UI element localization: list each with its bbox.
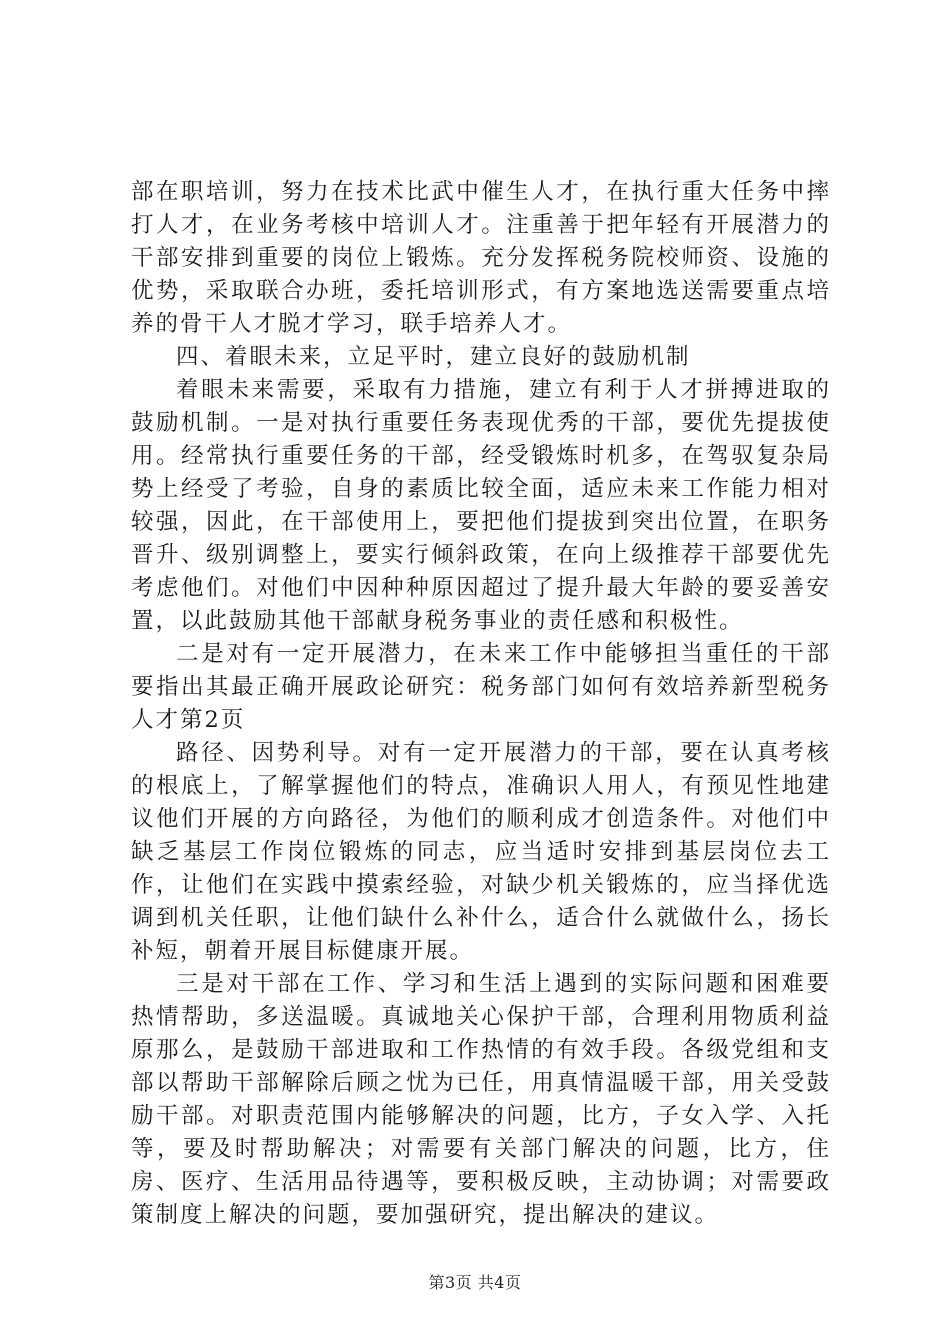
paragraph: 路径、因势利导。对有一定开展潜力的干部，要在认真考核的根底上，了解掌握他们的特点，准确识人用人，有预见性地建议他们开展的方向路径，为他们的顺利成才创造条件。对他们中缺乏基层工作岗位锻炼的同志，应当适时安排到基层岗位去工作，让他们在实践中摸索经验，对缺少机关锻炼的，应当择优选调到机关任职，让他们缺什么补什么，适合什么就做什么，扬长补短，朝着开展目标健康开展。 [131,740,831,964]
paragraph: 着眼未来需要，采取有力措施，建立有利于人才拼搏进取的鼓励机制。一是对执行重要任务表现优秀的干部，要优先提拔使用。经常执行重要任务的干部，经受锻炼时机多，在驾驭复杂局势上经受了考验，自身的素质比较全面，适应未来工作能力相对较强，因此，在干部使用上，要把他们提拔到突出位置，在职务晋升、级别调整上，要实行倾斜政策，在向上级推荐干部要优先考虑他们。对他们中因种种原因超过了提升最大年龄的要妥善安置，以此鼓励其他干部献身税务事业的责任感和积极性。 [131,377,831,634]
paragraph: 二是对有一定开展潜力，在未来工作中能够担当重任的干部要指出其最正确开展政论研究：税务部门如何有效培养新型税务人才第2页 [131,641,831,733]
paragraph: 三是对干部在工作、学习和生活上遇到的实际问题和困难要热情帮助，多送温暖。真诚地关心保护干部，合理利用物质利益原那么，是鼓励干部进取和工作热情的有效手段。各级党组和支部以帮助干部解除后顾之忧为已任，用真情温暖干部，用关受鼓励干部。对职责范围内能够解决的问题，比方，子女入学、入托等，要及时帮助解决；对需要有关部门解决的问题，比方，住房、医疗、生活用品待遇等，要积极反映，主动协调；对需要政策制度上解决的问题，要加强研究，提出解决的建议。 [131,971,831,1228]
paragraph-continuation: 部在职培训，努力在技术比武中催生人才，在执行重大任务中摔打人才，在业务考核中培训人才。注重善于把年轻有开展潜力的干部安排到重要的岗位上锻炼。充分发挥税务院校师资、设施的优势，采取联合办班，委托培训形式，有方案地选送需要重点培养的骨干人才脱才学习，联手培养人才。 [131,179,831,337]
document-body [131,176,831,1232]
section-heading: 四、着眼未来，立足平时，建立良好的鼓励机制 [176,344,691,370]
page-number-footer: 第3页 共4页 [428,1273,522,1292]
